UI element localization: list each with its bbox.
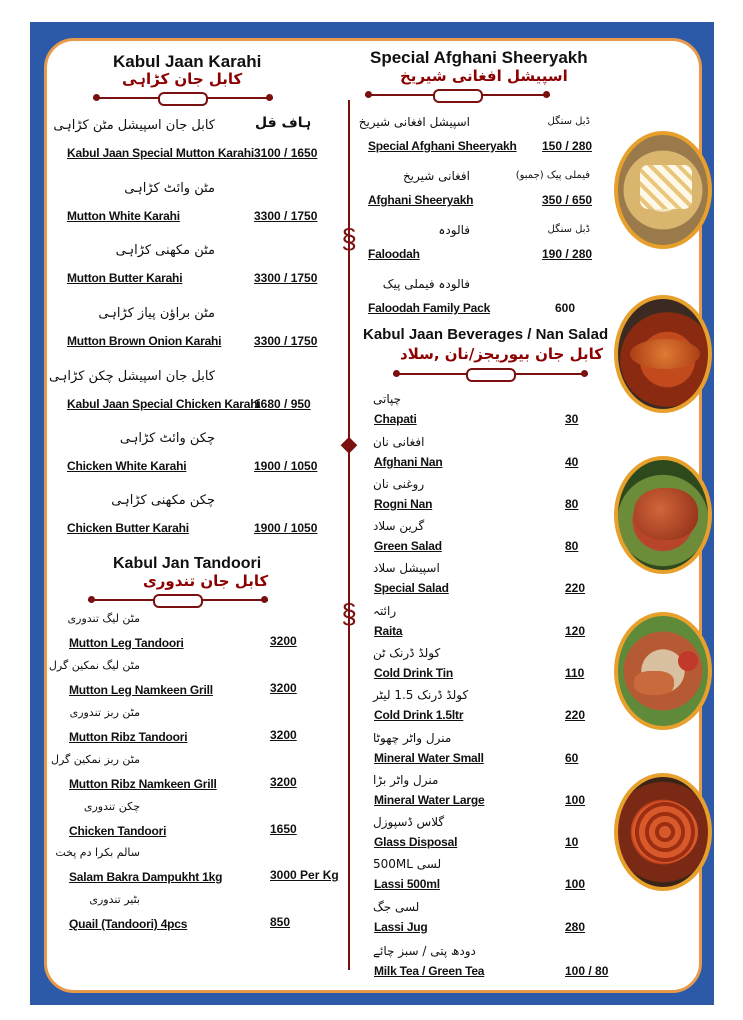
tandoori-title: Kabul Jan Tandoori [113,555,262,572]
beverage-item-price: 30 [565,412,579,426]
beverage-item-price: 40 [565,455,579,469]
beverage-item-name: Mineral Water Large [374,793,485,807]
tandoori-item-price: 3000 Per Kg [270,868,339,882]
tandoori-item-urdu: سالم بکرا دم پخت [55,846,140,859]
sheeryakh-item-name: Faloodah [368,247,420,261]
beverage-item-urdu: منرل واٹر بڑا [373,773,439,787]
tandoori-item-price: 850 [270,915,291,929]
divider-ornament: § [341,598,357,629]
tandoori-item-name: Salam Bakra Dampukht 1kg [69,870,223,884]
karahi-item-name: Kabul Jaan Special Mutton Karahi [67,146,254,160]
divider-ornament: § [341,223,357,254]
tandoori-item-price: 3200 [270,681,297,695]
beverage-item-price: 100 [565,877,586,891]
sheeryakh-item-name: Special Afghani Sheeryakh [368,139,517,153]
karahi-item-urdu: کابل جان اسپیشل مٹن کڑاہی [53,118,215,133]
sheeryakh-title: Special Afghani Sheeryakh [370,48,588,67]
beverage-item-urdu: افغانی نان [373,435,425,449]
tandoori-item-price: 3200 [270,728,297,742]
karahi-title-urdu: کابل جان کڑاہی [122,70,243,88]
tandoori-title-urdu: کابل جان تندوری [143,572,269,590]
karahi-item-urdu: کابل جان اسپیشل چکن کڑاہی [48,369,215,384]
tandoori-item-urdu: مٹن لیگ تندوری [67,612,140,625]
karahi-item-price: 3300 / 1750 [254,209,318,223]
beverage-item-price: 100 / 80 [565,964,609,978]
beverage-item-price: 60 [565,751,579,765]
karahi-item-price: 1900 / 1050 [254,521,318,535]
tandoori-item-name: Mutton Leg Tandoori [69,636,184,650]
tandoori-item-price: 3200 [270,775,297,789]
tandoori-item-urdu: مٹن ربز تندوری [69,706,140,719]
tandoori-item-urdu: مٹن ربز نمکین گرل [50,753,140,766]
beverage-item-price: 100 [565,793,586,807]
beverage-item-urdu: چپاتی [373,392,402,406]
beverage-item-urdu: اسپیشل سلاد [373,561,440,575]
karahi-item-urdu: مٹن وائٹ کڑاہی [124,181,215,196]
karahi-item-urdu: چکن مکھنی کڑاہی [111,493,215,508]
beverage-item-name: Rogni Nan [374,497,433,511]
sheeryakh-item-urdu: فالودہ [438,223,470,237]
chicken-wings-image [614,773,712,891]
sheeryakh-item-name: Faloodah Family Pack [368,301,491,315]
beverage-item-name: Raita [374,624,403,638]
karahi-item-price: 3300 / 1750 [254,271,318,285]
sheeryakh-dessert-image [614,131,712,249]
beverage-item-urdu: منرل واٹر چھوٹا [373,731,452,745]
beverage-item-urdu: گلاس ڈسپوزل [373,815,445,829]
beverage-item-price: 110 [565,666,585,680]
sheeryakh-item-name: Afghani Sheeryakh [368,193,474,207]
beverages-title: Kabul Jaan Beverages / Nan Salad [363,326,609,343]
tandoori-ornament [88,599,268,601]
beverage-item-price: 120 [565,624,586,638]
sheeryakh-item-urdu: افغانی شیریخ [402,169,470,183]
karahi-item-price: 1680 / 950 [254,397,311,411]
beverage-item-price: 280 [565,920,586,934]
tandoori-item-urdu: بٹیر تندوری [89,893,140,906]
tandoori-item-urdu: چکن تندوری [83,800,140,813]
sheeryakh-item-size: ڈبل سنگل [547,224,590,235]
tandoori-chicken-image [614,456,712,574]
karahi-item-urdu: چکن وائٹ کڑاہی [119,431,215,446]
grilled-platter-image [614,612,712,730]
beverage-item-name: Mineral Water Small [374,751,484,765]
karahi-item-name: Kabul Jaan Special Chicken Karahi [67,397,261,411]
tandoori-item-name: Mutton Ribz Tandoori [69,730,188,744]
karahi-item-name: Mutton Butter Karahi [67,271,183,285]
beverage-item-price: 10 [565,835,579,849]
beverage-item-urdu: رائتہ [373,604,397,618]
beverage-item-name: Chapati [374,412,417,426]
sheeryakh-title-urdu: اسپیشل افغانی شیریخ [400,67,568,85]
sheeryakh-item-urdu: اسپیشل افغانی شیریخ [358,115,470,129]
tandoori-item-name: Mutton Leg Namkeen Grill [69,683,213,697]
beverage-item-name: Glass Disposal [374,835,458,849]
sheeryakh-item-size: فیملی پیک (جمبو) [515,170,590,181]
beverage-item-name: Cold Drink Tin [374,666,453,680]
sheeryakh-ornament [365,94,550,96]
karahi-item-name: Chicken White Karahi [67,459,187,473]
beverage-item-price: 80 [565,539,579,553]
karahi-dish-image [614,295,712,413]
beverage-item-price: 80 [565,497,579,511]
tandoori-item-name: Chicken Tandoori [69,824,167,838]
beverage-item-name: Milk Tea / Green Tea [374,964,485,978]
karahi-item-price: 3100 / 1650 [254,146,318,160]
tandoori-item-name: Mutton Ribz Namkeen Grill [69,777,217,791]
karahi-ornament [93,97,273,99]
tandoori-item-urdu: مٹن لیگ نمکین گرل [48,659,140,672]
beverage-item-name: Lassi Jug [374,920,428,934]
beverage-item-urdu: دودھ پتی / سبز چائے [373,944,476,958]
beverage-item-name: Afghani Nan [374,455,443,469]
karahi-item-name: Mutton White Karahi [67,209,180,223]
sheeryakh-item-size: ڈبل سنگل [547,116,590,127]
beverage-item-name: Special Salad [374,581,449,595]
beverage-item-name: Green Salad [374,539,442,553]
beverage-item-urdu: لسی 500ML [373,857,442,871]
karahi-item-price: 1900 / 1050 [254,459,318,473]
divider-diamond: ◆ [340,431,358,456]
sheeryakh-item-price: 600 [555,301,576,315]
karahi-item-urdu: مٹن مکھنی کڑاہی [115,243,215,258]
beverage-item-name: Lassi 500ml [374,877,440,891]
sheeryakh-item-price: 350 / 650 [542,193,593,207]
beverages-title-urdu: کابل جان بیوریجز/نان ,سلاد [400,345,603,363]
beverage-item-price: 220 [565,581,586,595]
karahi-item-name: Mutton Brown Onion Karahi [67,334,222,348]
beverage-item-urdu: کولڈ ڈرنک 1.5 لیٹر [373,688,469,702]
beverages-ornament [393,373,588,375]
beverage-item-urdu: گرین سلاد [373,519,425,533]
karahi-title: Kabul Jaan Karahi [113,52,262,71]
beverage-item-urdu: روغنی نان [373,477,425,491]
karahi-item-name: Chicken Butter Karahi [67,521,189,535]
sheeryakh-item-price: 150 / 280 [542,139,593,153]
karahi-item-urdu: مٹن براؤن پیاز کڑاہی [98,306,215,321]
half-full-header: ہاف فل [255,115,312,131]
beverage-item-price: 220 [565,708,586,722]
beverage-item-urdu: کولڈ ڈرنک ٹن [373,646,441,660]
beverage-item-urdu: لسی جگ [373,900,420,914]
tandoori-item-price: 3200 [270,634,297,648]
sheeryakh-item-price: 190 / 280 [542,247,593,261]
tandoori-item-price: 1650 [270,822,297,836]
beverage-item-name: Cold Drink 1.5ltr [374,708,464,722]
tandoori-item-name: Quail (Tandoori) 4pcs [69,917,188,931]
karahi-item-price: 3300 / 1750 [254,334,318,348]
sheeryakh-item-urdu: فالودہ فیملی پیک [382,277,470,291]
